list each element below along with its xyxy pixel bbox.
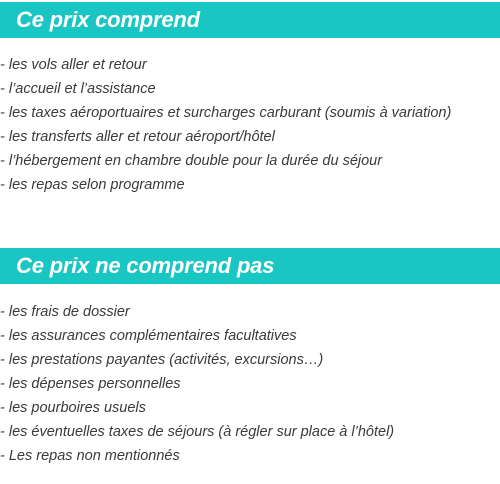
list-item: - les dépenses personnelles [0,376,181,392]
list-item: - les repas selon programme [0,177,185,193]
list-item: - les pourboires usuels [0,400,146,416]
excluded-items-list [0,300,500,468]
list-item: - les vols aller et retour [0,57,147,73]
excluded-section-title: Ce prix ne comprend pas [16,253,275,278]
list-item: - les frais de dossier [0,304,130,320]
list-item: - les taxes aéroportuaires et surcharges carburant (soumis à variation) [0,105,452,121]
included-section-header [0,2,500,38]
list-item: - l’hébergement en chambre double pour la durée du séjour [0,153,383,169]
included-items-list [0,53,500,197]
list-item: - l’accueil et l’assistance [0,81,156,97]
list-item: - les transferts aller et retour aéroport/hôtel [0,129,275,145]
list-item: - les prestations payantes (activités, excursions…) [0,352,324,368]
list-item: - les éventuelles taxes de séjours (à régler sur place à l’hôtel) [0,424,395,440]
excluded-section-header [0,248,500,284]
included-section-title: Ce prix comprend [16,7,200,32]
list-item: - les assurances complémentaires facultatives [0,328,297,344]
list-item: - Les repas non mentionnés [0,448,180,464]
